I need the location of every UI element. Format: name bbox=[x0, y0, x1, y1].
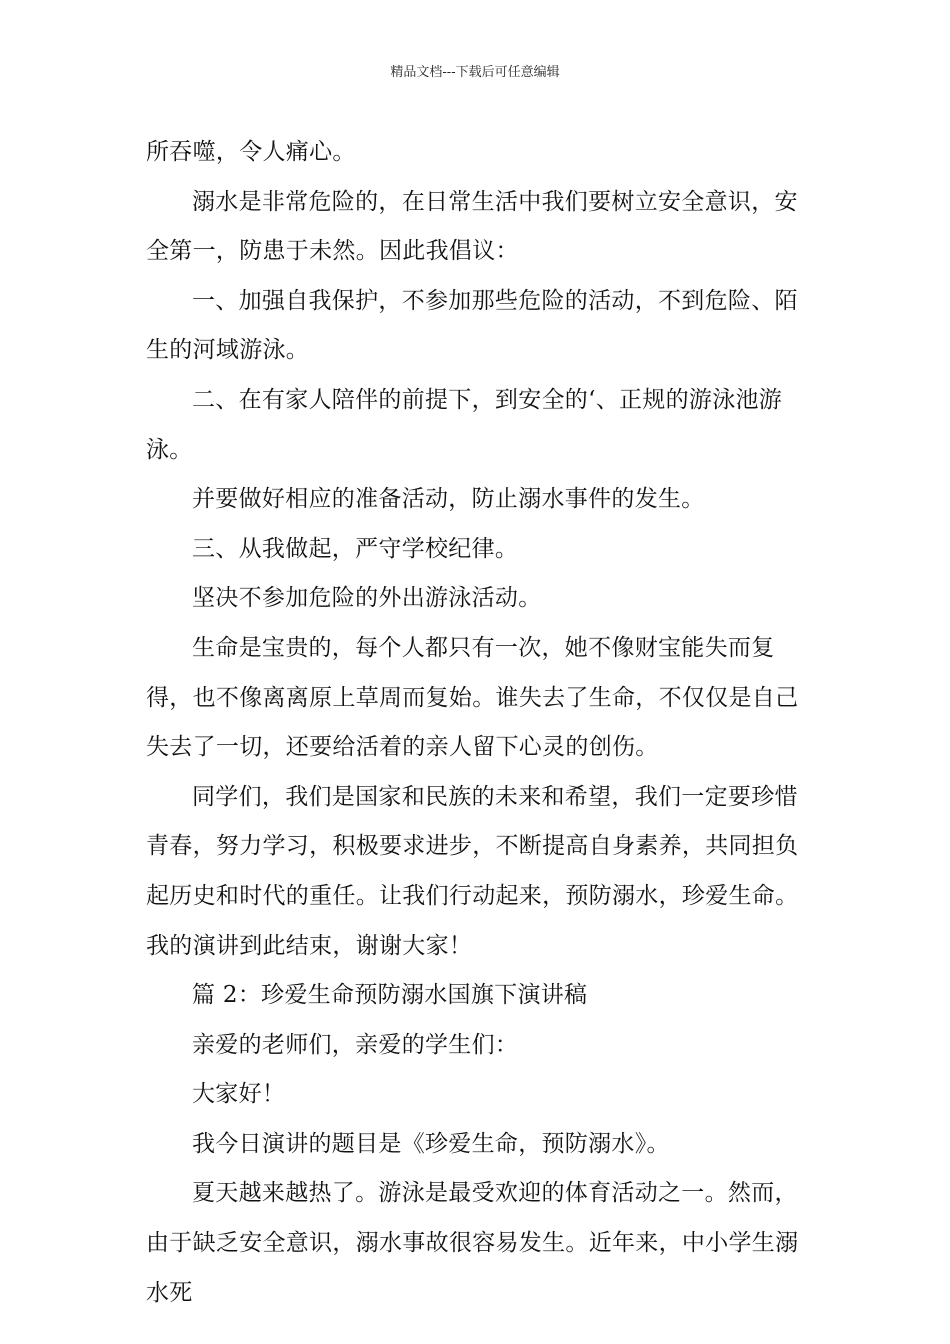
paragraph-last: 夏天越来越热了。游泳是最受欢迎的体育活动之一。然而，由于缺乏安全意识，溺水事故很容易发生。近年来，中小学生溺水死 bbox=[146, 1180, 799, 1306]
greeting: 大家好！ bbox=[192, 1081, 286, 1108]
paragraph-3: 一、加强自我保护，不参加那些危险的活动，不到危险、陌生的河域游泳。 bbox=[146, 287, 798, 364]
paragraph-7: 坚决不参加危险的外出游泳活动。 bbox=[192, 585, 542, 612]
salutation: 亲爱的老师们，亲爱的学生们： bbox=[192, 1031, 519, 1058]
paragraph-8: 生命是宝贵的，每个人都只有一次，她不像财宝能失而复得，也不像离离原上草周而复始。谁失去了生命，不仅仅是自己失去了一切，还要给活着的亲人留下心灵的创伤。 bbox=[146, 634, 799, 761]
paragraph-1: 所吞噬，令人痛心。 bbox=[146, 139, 356, 165]
paragraph-topic: 我今日演讲的题目是《珍爱生命，预防溺水》。 bbox=[192, 1130, 670, 1157]
paragraph-2: 溺水是非常危险的，在日常生活中我们要树立安全意识，安全第一，防患于未然。因此我倡议： bbox=[146, 188, 798, 265]
section-heading: 篇 2：珍爱生命预防溺水国旗下演讲稿 bbox=[192, 982, 588, 1009]
paragraph-9: 同学们，我们是国家和民族的未来和希望，我们一定要珍惜青春，努力学习，积极要求进步，不断提高自身素养，共同担负起历史和时代的重任。让我们行动起来，预防溺水，珍爱生命。我的演讲到此结束，谢谢大家！ bbox=[146, 783, 799, 959]
document-body bbox=[146, 128, 810, 1318]
paragraph-6: 三、从我做起，严守学校纪律。 bbox=[192, 535, 519, 562]
paragraph-5: 并要做好相应的准备活动，防止溺水事件的发生。 bbox=[192, 486, 705, 513]
page-header: 精品文档---下载后可任意编辑 bbox=[390, 65, 560, 80]
paragraph-4: 二、在有家人陪伴的前提下，到安全的‘、正规的游泳池游泳。 bbox=[146, 386, 783, 463]
